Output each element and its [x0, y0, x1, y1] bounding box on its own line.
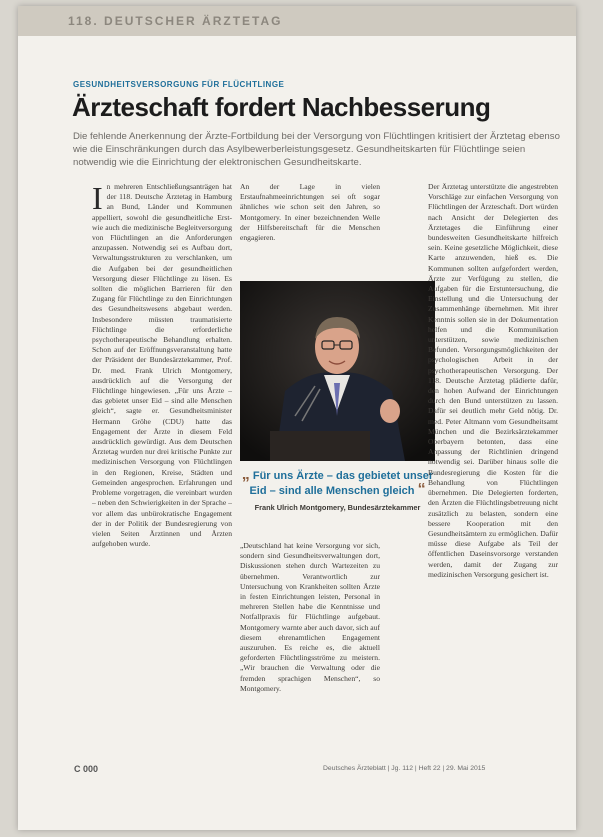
column-2-top — [240, 182, 380, 243]
drop-cap: I — [92, 182, 103, 216]
page-number: C 000 — [74, 764, 99, 774]
column-1 — [92, 182, 232, 747]
column-2-bottom — [240, 541, 380, 746]
quote-close-mark: “ — [417, 481, 426, 498]
column-2-bottom-text: „Deutschland hat keine Versorgung vor sich, sondern sind Gesundheitsverwaltungen dort, Diskussionen stehen durch Wartezeiten zu übernehmen. Verantwortlich zur Untersuchung von Krankheiten sollten Ärzte in festen Einrichtungen leisten, Personal in mehreren Stellen habe die Kenntnisse und Notfallpraxis für Flüchtlinge aufgebaut. Montgomery warnte aber auch davor, sich auf diesem ehrenamtlichen Engagement auszuruhen. Es reiche es, die aktuell geforderten Flüchtlingsströme zu meistern. „Wir brauchen die Verwaltung oder die fremden sprachigen Menschen“, so Montgomery. — [240, 541, 380, 693]
column-1-text: n mehreren Entschließungsanträgen hat der 118. Deutsche Ärztetag in Hamburg an Bund, Länder und Kommunen appelliert, sowohl die gesundheitliche Erst- wie auch die medizinische Begleitversorgung von Flüchtlingen an die Anforderungen anzupassen. Notwendig sei es Aufbau dort, Verwaltungsstrukturen zu verschlanken, um die Aufgaben bei der gesundheitlichen Versorgung dieser Flüchtlinge zu lösen. Es sollten die möglichen Barrieren für den Zugang für Flüchtlinge zu den Einrichtungen des Gesundheitswesens abgebaut werden. Insbesondere müssten traumatisierte Flüchtlinge die erforderliche psychotherapeutische Behandlung erhalten. Schon auf der Eröffnungsveranstaltung hatte der Präsident der Bundesärztekammer, Prof. Dr. med. Frank Ulrich Montgomery, ausdrücklich auf die Versorgung der Flüchtlinge hingewiesen. „Für uns Ärzte – das gebietet unser Eid – sind alle Menschen gleich“, sagte er. Gesundheitsminister Hermann Gröhe (CDU) hatte das Engagement der Ärzte in diesem Feld ausdrücklich gewürdigt. Aus dem Deutschen Ärztetag wurden nur drei kritische Punkte zur medizinischen Versorgung von Flüchtlingen in den Regionen, Kreise, Städten und Gemeinden angesprochen. Erfahrungen und Probleme vorgetragen, die vereinbart wurden – neben den Schwierigkeiten in der Sprache – vor allem das unbürokratische Engagement der in der Politik der Bundesregierung von vielen Seiten Ärztinnen und Ärzten aufgehoben wurde. — [92, 182, 232, 549]
quote-attribution: Frank Ulrich Montgomery, Bundesärztekammer — [254, 503, 421, 512]
column-3-text: Der Ärztetag unterstützte die angestrebten Vorschläge zur einfachen Versorgung von Flüchtlingen der Ärzteschaft. Dort würden nach Ansicht der Delegierten des Ärztetages die Einführung einer bundesweiten Gesundheitskarte hilfreich sein. Keine gesetzliche Möglichkeit, diese Karte anzuwenden, hieß es. Die Kommunen sollten aufgefordert werden, Ärzte zur Verfügung zu stellen, die Aufgaben für die Erstuntersuchung, die Einstellung und die Untersuchung der Zusammenhänge übernehmen. Mit ihrer Kenntnis sollen sie in der Dokumentation helfen und die Kommunikation unterstützen, sowie medizinischen Befunden. Versorgungsmöglichkeiten der psychologischen Arbeit in der psychotherapeutischen Versorgung. Der 118. Deutsche Ärztetag plädierte dafür, den hohen Aufwand der Einrichtungen durch den Bund unterstützen zu lassen. Dafür sei deutlich mehr Geld nötig. Dr. med. Peter Altmann vom Gesundheitsamt München und die Bezirksärztekammer Oberbayern betonten, dass eine Anpassung der Richtlinien dringend notwendig sei. Darüber hinaus solle die Bundesregierung die Kosten für die Behandlung von Flüchtlingen übernehmen. Die Delegierten forderten, den Ärzten die Flüchtlingsbetreuung nicht zusätzlich zu belasten, sondern eine bessere Kooperation mit den Gesundheitsämtern zu ermöglichen. Dafür müsse diese Aufgabe als Teil der öffentlichen Daseinsvorsorge verstanden werden, damit der Zugang zur medizinischen Versorgung gesichert ist. — [428, 182, 558, 579]
running-head — [18, 6, 576, 36]
deck-lead: Die fehlende Anerkennung der Ärzte-Fortbildung bei der Versorgung von Flüchtlingen kritisiert der Ärztetag ebenso wie die Einschränkungen durch das Asylbewerberleistungsgesetz. Gesundheitskarten für Flüchtlinge seien notwendig wie die Einrichtung der elektronischen Gesundheitskarte. — [73, 131, 560, 168]
column-2-top-text: An der Lage in vielen Erstaufnahmeeinrichtungen sei oft sogar ähnliches wie schon seit den Jahren, so Montgomery. In einer bezeichnenden Welle der Hilfsbereitschaft für die Menschen engagieren. — [240, 182, 380, 243]
speaker-photo — [240, 281, 435, 461]
running-head-text: 118. DEUTSCHER ÄRZTETAG — [68, 14, 283, 28]
quote-open-mark: „ — [241, 466, 250, 483]
magazine-page — [18, 6, 576, 830]
headline: Ärzteschaft fordert Nachbesserung — [72, 92, 491, 122]
column-3 — [428, 182, 558, 752]
kicker: GESUNDHEITSVERSORGUNG FÜR FLÜCHTLINGE — [73, 80, 285, 89]
source-line: Deutsches Ärzteblatt | Jg. 112 | Heft 22 | 29. Mai 2015 — [323, 765, 486, 772]
quote-text: Für uns Ärzte – das gebietet unser Eid – sind alle Menschen gleich — [249, 470, 434, 497]
pull-quote — [240, 468, 435, 512]
